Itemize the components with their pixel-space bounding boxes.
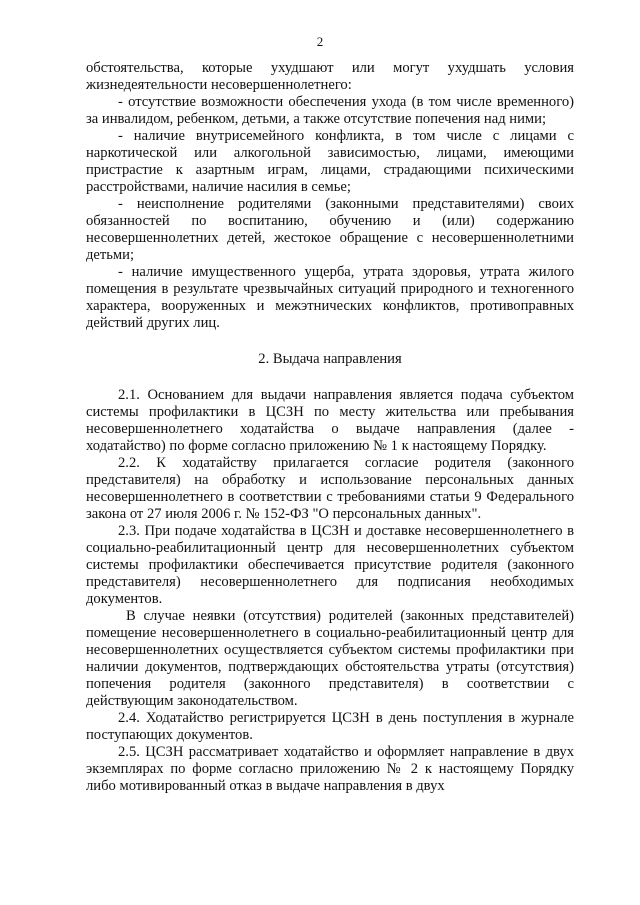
section-title: 2. Выдача направления [258, 351, 402, 367]
clause-2-2: 2.2. К ходатайству прилагается согласие родителя (законного представителя) на обработку и использование персональных данных несовершеннолетнего в соответствии с требованиями статьи 9 Федерального закона от 27 июля 2006 г. № 152-ФЗ "О персональных данных". [86, 455, 574, 522]
clause-2-3-note: В случае неявки (отсутствия) родителей (законных представителей) помещение несовершеннолетнего в социально-реабилитационный центр для несовершеннолетних осуществляется субъектом системы профилактики при наличии документов, подтверждающих обстоятельства утраты (отсутствия) попечения родителя (законного представителя) в соответствии с действующим законодательством. [86, 608, 574, 709]
document-body [86, 60, 574, 795]
list-item: - отсутствие возможности обеспечения ухода (в том числе временного) за инвалидом, ребенком, детьми, а также отсутствие попечения над ними; [86, 94, 574, 127]
paragraph-continuation: обстоятельства, которые ухудшают или могут ухудшать условия жизнедеятельности несовершеннолетнего: [86, 60, 574, 93]
clause-2-1: 2.1. Основанием для выдачи направления является подача субъектом системы профилактики в ЦСЗН по месту жительства или пребывания несовершеннолетнего ходатайства о выдаче направления (далее - ходатайство) по форме согласно приложению № 1 к настоящему Порядку. [86, 387, 574, 454]
list-item: - неисполнение родителями (законными представителями) своих обязанностей по воспитанию, обучению и (или) содержанию несовершеннолетних детей, жестокое обращение с несовершеннолетними детьми; [86, 196, 574, 263]
clause-2-3: 2.3. При подаче ходатайства в ЦСЗН и доставке несовершеннолетнего в социально-реабилитационный центр для несовершеннолетних субъектом системы профилактики обеспечивается присутствие родителя (законного представителя) несовершеннолетнего для подписания необходимых документов. [86, 523, 574, 607]
clause-2-5: 2.5. ЦСЗН рассматривает ходатайство и оформляет направление в двух экземплярах по форме согласно приложению № 2 к настоящему Порядку либо мотивированный отказ в выдаче направления в двух [86, 744, 574, 794]
list-item: - наличие имущественного ущерба, утрата здоровья, утрата жилого помещения в результате чрезвычайных ситуаций природного и техногенного характера, вооруженных и межэтнических конфликтов, противоправных действий других лиц. [86, 264, 574, 331]
clause-2-4: 2.4. Ходатайство регистрируется ЦСЗН в день поступления в журнале поступающих документов. [86, 710, 574, 743]
list-item: - наличие внутрисемейного конфликта, в том числе с лицами с наркотической или алкогольной зависимостью, лицами, имеющими пристрастие к азартным играм, лицами, страдающими психическими расстройствами, наличие насилия в семье; [86, 128, 574, 195]
page-number: 2 [316, 34, 324, 49]
